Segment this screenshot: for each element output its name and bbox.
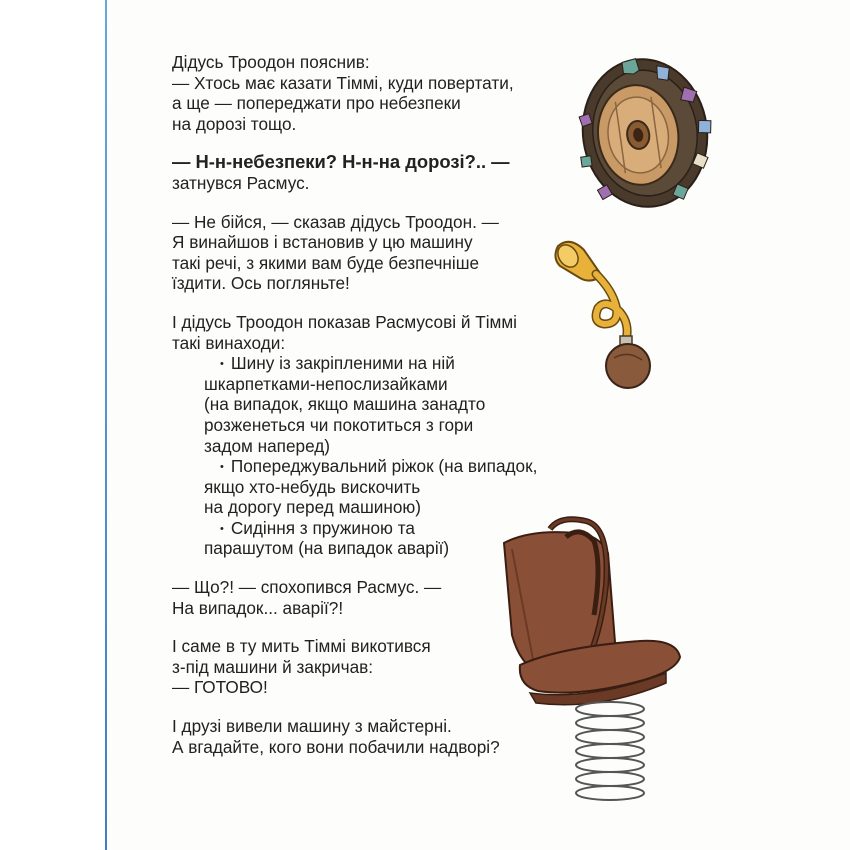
bullet-continuation: парашутом (на випадок аварії) — [204, 538, 450, 559]
bullet-icon: • — [220, 523, 224, 536]
page-edge-line — [105, 0, 107, 850]
tire-with-socks-illustration — [570, 48, 720, 218]
bullet-item: • Шину із закріпленими на ній — [220, 353, 455, 374]
text-line: такі речі, з якими вам буде безпечніше — [172, 252, 480, 273]
bullet-continuation: на дорогу перед машиною) — [204, 497, 422, 518]
text-line: На випадок... аварії?! — [172, 597, 344, 618]
spring-seat-with-parachute-illustration — [490, 515, 690, 815]
text-line: — Хтось має казати Тіммі, куди повертати, — [172, 72, 514, 93]
text-line: А вгадайте, кого вони побачили надворі? — [172, 736, 500, 757]
text-line: з-під машини й закричав: — [172, 656, 374, 677]
bullet-continuation: (на випадок, якщо машина занадто — [204, 394, 486, 415]
text-line: на дорозі тощо. — [172, 113, 297, 134]
text-line: затнувся Расмус. — [172, 172, 310, 193]
bold-dialogue-line: — Н-н-небезпеки? Н-н-на дорозі?.. — — [172, 151, 510, 173]
bullet-item: • Попереджувальний ріжок (на випадок, — [220, 456, 538, 477]
bullet-continuation: розженеться чи покотиться з гори — [204, 414, 474, 435]
text-line: такі винаходи: — [172, 332, 286, 353]
text-line: Я винайшов і встановив у цю машину — [172, 232, 473, 253]
text-line: а ще — попереджати про небезпеки — [172, 93, 461, 114]
bullet-continuation: якщо хто-небудь вискочить — [204, 476, 421, 497]
text-line: Дідусь Троодон пояснив: — [172, 52, 370, 72]
bullet-item: • Сидіння з пружиною та — [220, 517, 415, 538]
bullet-continuation: задом наперед) — [204, 435, 331, 456]
text-line: їздити. Ось погляньте! — [172, 273, 350, 294]
text-line: І друзі вивели машину з майстерні. — [172, 716, 452, 737]
text-line: — Не бійся, — сказав дідусь Троодон. — — [172, 211, 499, 232]
text-line: — ГОТОВО! — [172, 677, 268, 698]
bullet-icon: • — [220, 358, 224, 371]
text-line: І саме в ту мить Тіммі викотився — [172, 636, 431, 657]
text-line: — Що?! — спохопився Расмус. — — [172, 577, 442, 598]
bullet-icon: • — [220, 461, 224, 474]
warning-horn-illustration — [550, 232, 670, 392]
text-line: І дідусь Троодон показав Расмусові й Тіммі — [172, 311, 517, 332]
bullet-continuation: шкарпетками-непослизайками — [204, 373, 448, 394]
